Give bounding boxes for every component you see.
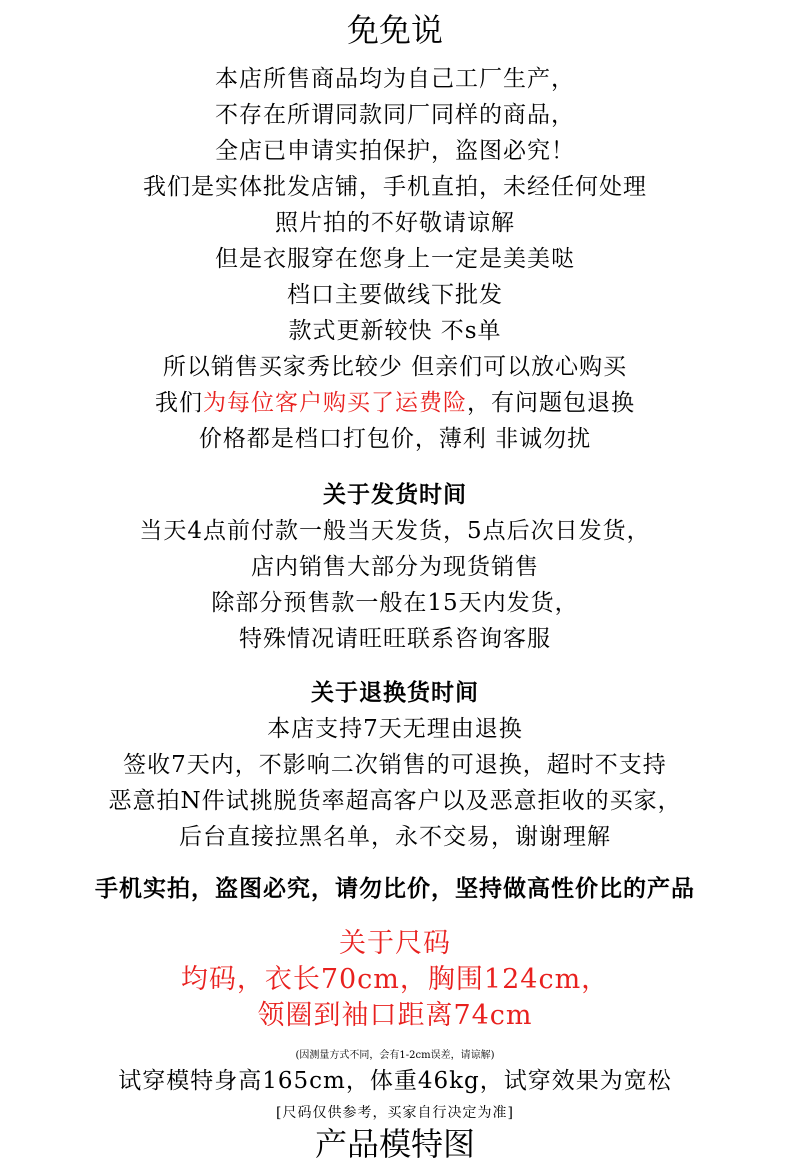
intro-line-7: 档口主要做线下批发 (287, 282, 503, 308)
size-line-1: 均码，衣长70cm，胸围124cm， (180, 964, 610, 995)
intro-line-3: 全店已申请实拍保护，盗图必究！ (215, 138, 575, 164)
slogan: 手机实拍，盗图必究，请勿比价，坚持做高性价比的产品 (95, 876, 695, 902)
returns-line-2: 签收7天内，不影响二次销售的可退换，超时不支持 (123, 752, 667, 778)
reference-note: [尺码仅供参考，买家自行决定为准] (276, 1105, 514, 1121)
shipping-line-3: 除部分预售款一般在15天内发货， (211, 590, 579, 616)
intro-line-8: 款式更新较快 不s单 (288, 318, 502, 344)
shipping-heading: 关于发货时间 (323, 482, 467, 508)
measure-note: (因测量方式不同，会有1-2cm误差，请谅解) (295, 1050, 495, 1061)
size-heading: 关于尺码 (339, 928, 451, 959)
returns-line-1: 本店支持7天无理由退换 (267, 716, 523, 742)
shipping-line-1: 当天4点前付款一般当天发货，5点后次日发货， (139, 518, 651, 544)
size-line-2: 领圈到袖口距离74cm (257, 1000, 533, 1031)
intro-line-1: 本店所售商品均为自己工厂生产， (215, 66, 575, 92)
returns-line-3: 恶意拍N件试挑脱货率超高客户以及恶意拒收的买家， (108, 788, 682, 814)
insurance-prefix: 我们 (155, 390, 203, 416)
model-line: 试穿模特身高165cm，体重46kg，试穿效果为宽松 (118, 1068, 672, 1094)
intro-line-2: 不存在所谓同款同厂同样的商品， (215, 102, 575, 128)
shipping-line-2: 店内销售大部分为现货销售 (251, 554, 539, 580)
page-title: 免免说 (346, 11, 443, 49)
insurance-highlight: 为每位客户购买了运费险 (203, 390, 467, 416)
intro-line-5: 照片拍的不好敬请谅解 (275, 210, 515, 236)
intro-line-4: 我们是实体批发店铺，手机直拍，未经任何处理 (143, 174, 647, 200)
returns-line-4: 后台直接拉黑名单，永不交易，谢谢理解 (179, 824, 611, 850)
insurance-suffix: ，有问题包退换 (467, 390, 635, 416)
intro-line-6: 但是衣服穿在您身上一定是美美哒 (215, 246, 575, 272)
shipping-line-4: 特殊情况请旺旺联系咨询客服 (239, 626, 551, 652)
price-line: 价格都是档口打包价，薄利 非诚勿扰 (198, 426, 592, 452)
intro-line-9: 所以销售买家秀比较少 但亲们可以放心购买 (162, 354, 628, 380)
returns-heading: 关于退换货时间 (311, 680, 479, 706)
insurance-line (0, 392, 790, 415)
footer-title: 产品模特图 (314, 1125, 475, 1163)
